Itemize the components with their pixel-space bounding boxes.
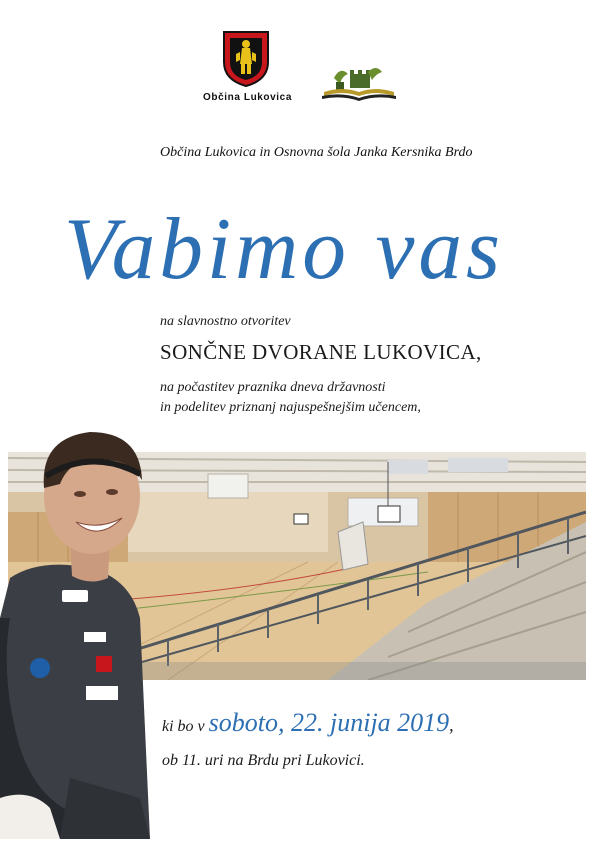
event-date: soboto, 22. junija 2019 — [208, 708, 450, 737]
organizers-line: Občina Lukovica in Osnovna šola Janka Kersnika Brdo — [160, 145, 473, 160]
municipality-label: Občina Lukovica — [202, 92, 293, 103]
school-logo — [320, 64, 398, 102]
date-prefix: ki bo v — [162, 718, 205, 735]
event-name: SONČNE DVORANE LUKOVICA, — [160, 340, 482, 364]
occasion-line-1: na počastitev praznika dneva državnosti — [160, 380, 386, 395]
headline — [64, 190, 534, 305]
occasion-line-2: in podelitev priznanj najuspešnejšim učencem, — [160, 400, 421, 415]
coat-of-arms-icon — [222, 30, 270, 88]
date-suffix: , — [449, 715, 454, 735]
date-line — [162, 708, 454, 738]
intro-line: na slavnostno otvoritev — [160, 314, 291, 329]
municipality-crest — [222, 30, 270, 88]
athlete-photo — [0, 418, 170, 839]
headline-text: Vabimo vas — [64, 201, 504, 298]
time-place-line: ob 11. uri na Brdu pri Lukovici. — [162, 752, 365, 769]
open-book-castle-icon — [320, 64, 398, 102]
